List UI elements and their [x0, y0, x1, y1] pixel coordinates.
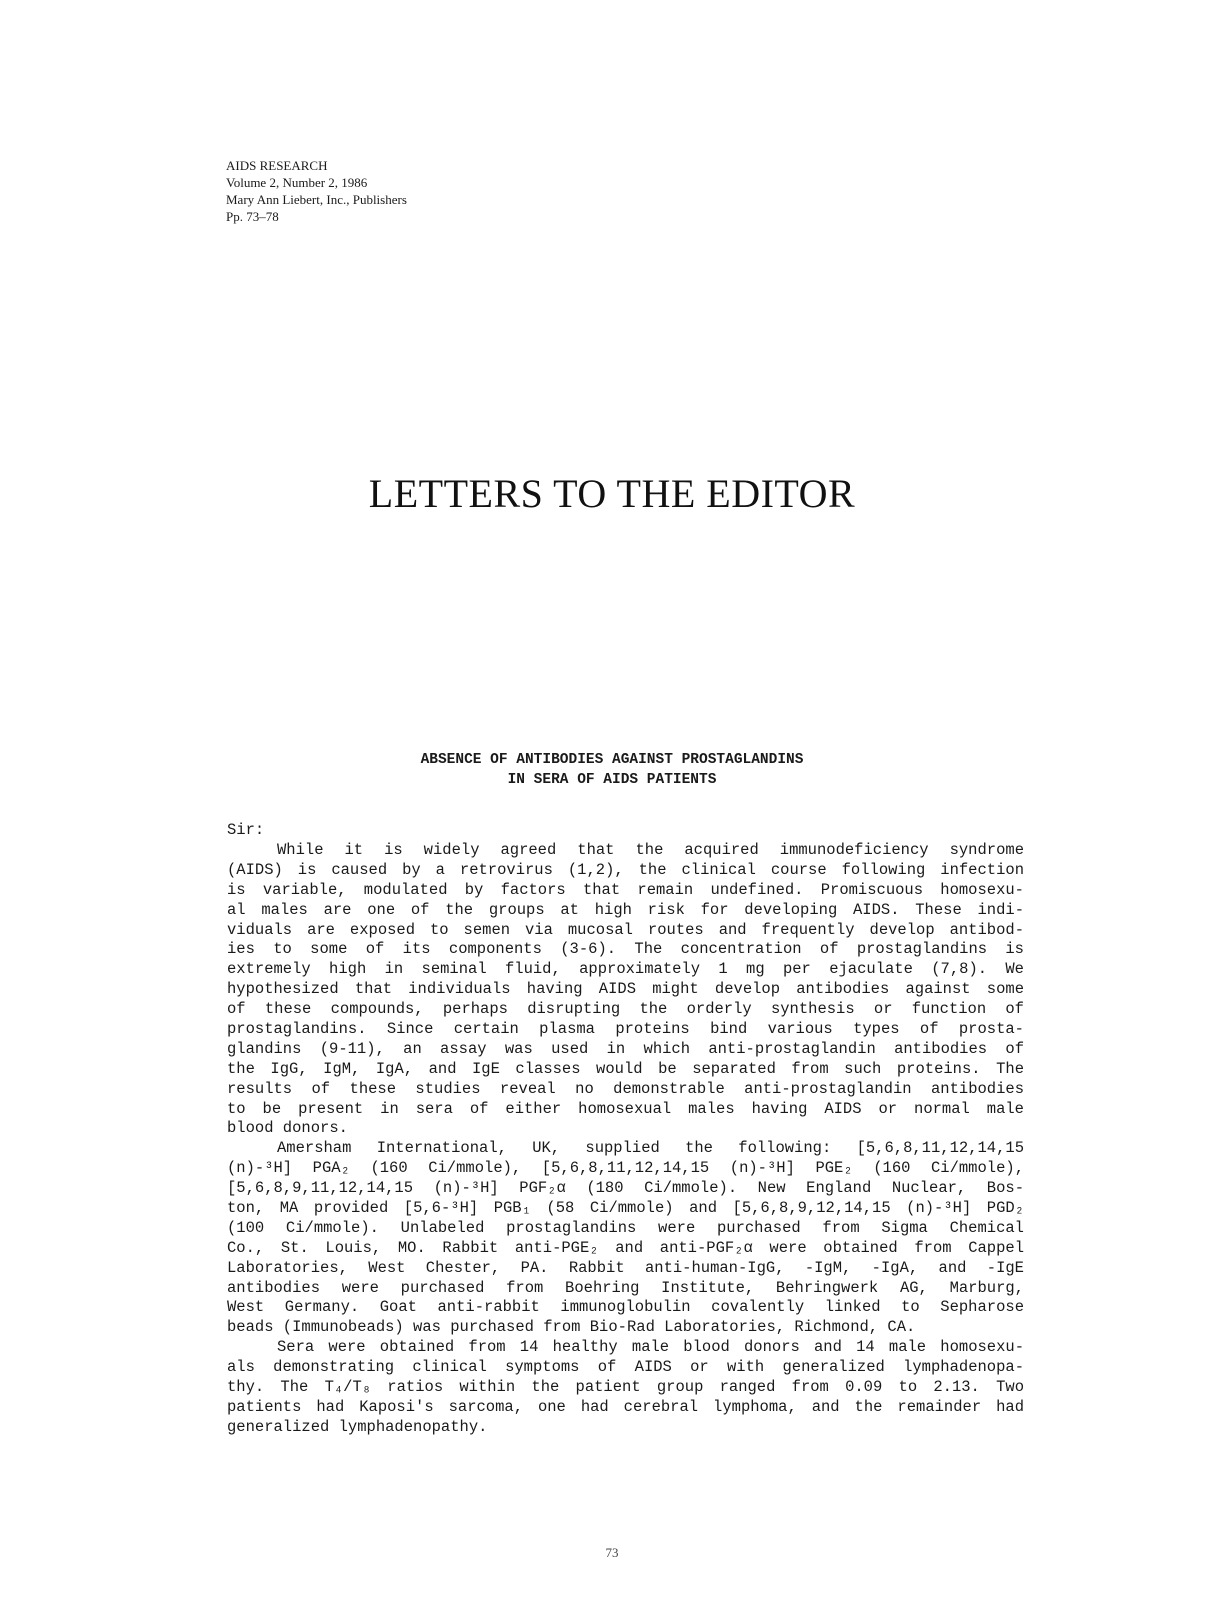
body-line: to be present in sera of either homosexual males having AIDS or normal male: [227, 1099, 1024, 1118]
body-line: Co., St. Louis, MO. Rabbit anti-PGE₂ and anti-PGF₂α were obtained from Cappel: [227, 1238, 1024, 1257]
body-line: glandins (9-11), an assay was used in which anti-prostaglandin antibodies of: [227, 1039, 1024, 1058]
section-heading: LETTERS TO THE EDITOR: [368, 471, 856, 516]
body-line: of these compounds, perhaps disrupting the orderly synthesis or function of: [227, 1000, 1024, 1019]
letter-title: [0, 750, 1224, 790]
body-line: While it is widely agreed that the acquired immunodeficiency syndrome: [277, 841, 1024, 859]
body-line: als demonstrating clinical symptoms of AIDS or with generalized lymphadenopa-: [227, 1358, 1024, 1377]
journal-name: AIDS RESEARCH: [226, 158, 328, 173]
journal-publisher: Mary Ann Liebert, Inc., Publishers: [226, 192, 407, 207]
body-line: extremely high in seminal fluid, approximately 1 mg per ejaculate (7,8). We: [227, 960, 1024, 979]
body-line: prostaglandins. Since certain plasma proteins bind various types of prosta-: [227, 1020, 1024, 1039]
body-line: ton, MA provided [5,6-³H] PGB₁ (58 Ci/mmole) and [5,6,8,9,12,14,15 (n)-³H] PGD₂: [227, 1199, 1024, 1218]
body-line: [5,6,8,9,11,12,14,15 (n)-³H] PGF₂α (180 Ci/mmole). New England Nuclear, Bos-: [227, 1179, 1024, 1198]
page-number: 73: [605, 1545, 619, 1560]
salutation: Sir:: [227, 821, 265, 839]
body-line: generalized lymphadenopathy.: [227, 1417, 488, 1436]
journal-header: [226, 157, 407, 225]
title-line-1: ABSENCE OF ANTIBODIES AGAINST PROSTAGLANDINS: [420, 752, 804, 768]
body-line: (AIDS) is caused by a retrovirus (1,2), the clinical course following infection: [227, 860, 1024, 879]
letter-body: [227, 841, 1024, 1438]
journal-pages: Pp. 73–78: [226, 209, 279, 224]
body-line: Laboratories, West Chester, PA. Rabbit anti-human-IgG, -IgM, -IgA, and -IgE: [227, 1258, 1024, 1277]
body-line: (n)-³H] PGA₂ (160 Ci/mmole), [5,6,8,11,12,14,15 (n)-³H] PGE₂ (160 Ci/mmole),: [227, 1159, 1024, 1178]
body-line: blood donors.: [227, 1119, 348, 1138]
journal-volume: Volume 2, Number 2, 1986: [226, 175, 368, 190]
body-line: hypothesized that individuals having AIDS might develop antibodies against some: [227, 980, 1024, 999]
body-line: antibodies were purchased from Boehring Institute, Behringwerk AG, Marburg,: [227, 1278, 1024, 1297]
body-line: (100 Ci/mmole). Unlabeled prostaglandins were purchased from Sigma Chemical: [227, 1218, 1024, 1237]
body-line: Sera were obtained from 14 healthy male blood donors and 14 male homosexu-: [277, 1338, 1024, 1357]
body-line: Amersham International, UK, supplied the following: [5,6,8,11,12,14,15: [277, 1139, 1024, 1158]
body-line: the IgG, IgM, IgA, and IgE classes would be separated from such proteins. The: [227, 1059, 1024, 1078]
body-line: viduals are exposed to semen via mucosal routes and frequently develop antibod-: [227, 920, 1024, 939]
body-line: West Germany. Goat anti-rabbit immunoglobulin covalently linked to Sepharose: [227, 1298, 1024, 1317]
body-line: al males are one of the groups at high risk for developing AIDS. These indi-: [227, 900, 1024, 919]
body-line: beads (Immunobeads) was purchased from Bio-Rad Laboratories, Richmond, CA.: [227, 1318, 916, 1337]
body-line: results of these studies reveal no demonstrable anti-prostaglandin antibodies: [227, 1079, 1024, 1098]
body-line: is variable, modulated by factors that remain undefined. Promiscuous homosexu-: [227, 880, 1024, 899]
title-line-2: IN SERA OF AIDS PATIENTS: [507, 772, 717, 788]
body-line: patients had Kaposi's sarcoma, one had cerebral lymphoma, and the remainder had: [227, 1397, 1024, 1416]
body-line: thy. The T₄/T₈ ratios within the patient group ranged from 0.09 to 2.13. Two: [227, 1378, 1024, 1397]
body-line: ies to some of its components (3-6). The concentration of prostaglandins is: [227, 940, 1024, 959]
